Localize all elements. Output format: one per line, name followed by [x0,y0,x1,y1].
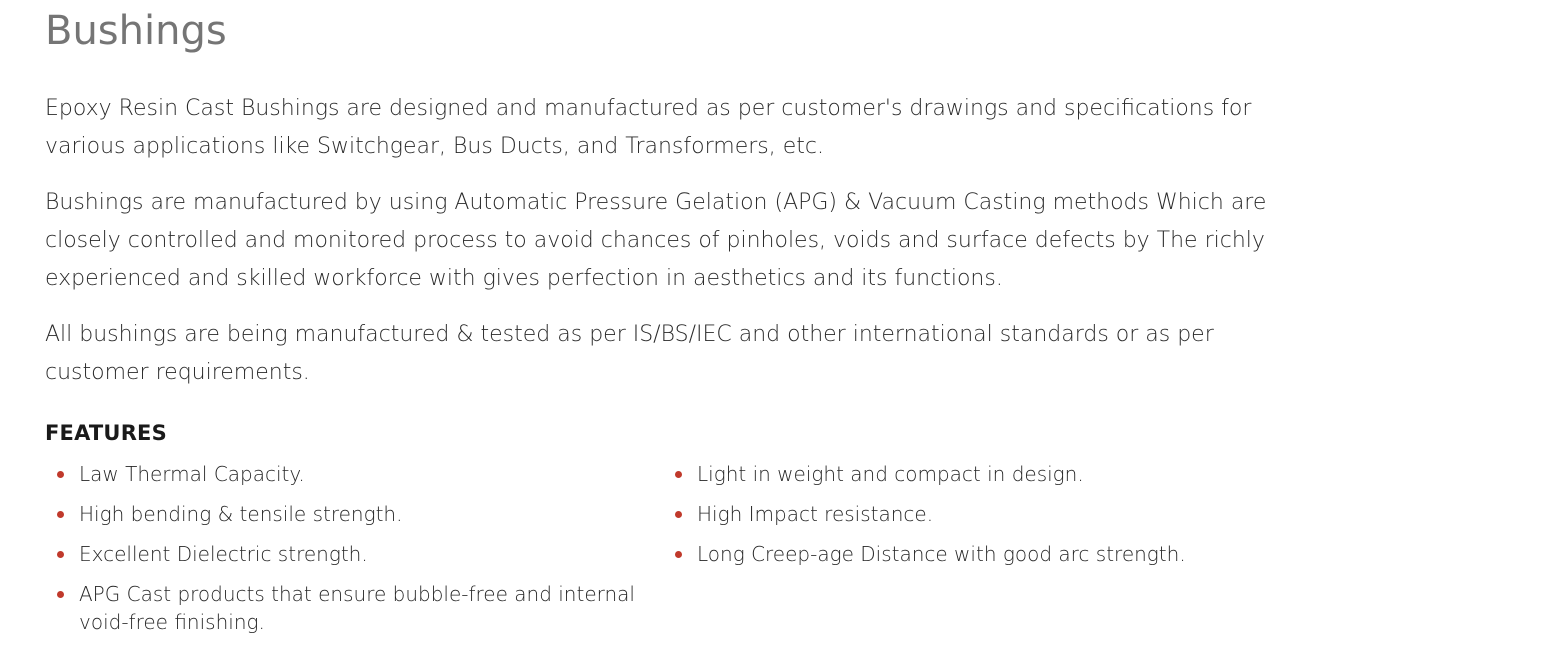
bullet-dot-icon [57,511,64,518]
bullet-dot-icon [57,471,64,478]
feature-text: Law Thermal Capacity. [79,462,305,486]
feature-item [663,540,1281,568]
features-list [45,460,1295,648]
feature-item [45,540,663,568]
feature-item [45,500,663,528]
feature-item [45,580,663,636]
process-paragraph: Bushings are manufactured by using Automatic Pressure Gelation (APG) & Vacuum Casting methods Which are closely controlled and monitored process to avoid chances of pinholes, voids and surface defects by The richly experienced and skilled workforce with gives perfection in aesthetics and its functions. [45,190,1267,291]
feature-item [663,500,1281,528]
intro-paragraph: Epoxy Resin Cast Bushings are designed and manufactured as per customer's drawings and specifications for various applications like Switchgear, Bus Ducts, and Transformers, etc. [45,96,1252,159]
feature-item [663,460,1281,488]
page-title: Bushings [45,8,227,54]
feature-text: Long Creep-age Distance with good arc strength. [697,542,1186,566]
bullet-dot-icon [675,511,682,518]
features-right-column [663,460,1281,648]
bullet-dot-icon [675,551,682,558]
features-left-column [45,460,663,648]
bullet-dot-icon [675,471,682,478]
bullet-dot-icon [57,591,64,598]
bullet-dot-icon [57,551,64,558]
standards-paragraph: All bushings are being manufactured & tested as per IS/BS/IEC and other international standards or as per customer requirements. [45,322,1214,385]
feature-item [45,460,663,488]
feature-text: Light in weight and compact in design. [697,462,1084,486]
feature-text: Excellent Dielectric strength. [79,542,368,566]
content-area [45,0,1295,648]
feature-text: High Impact resistance. [697,502,934,526]
feature-text: APG Cast products that ensure bubble-free and internal void-free finishing. [79,582,635,634]
features-heading: FEATURES [45,421,167,445]
feature-text: High bending & tensile strength. [79,502,403,526]
